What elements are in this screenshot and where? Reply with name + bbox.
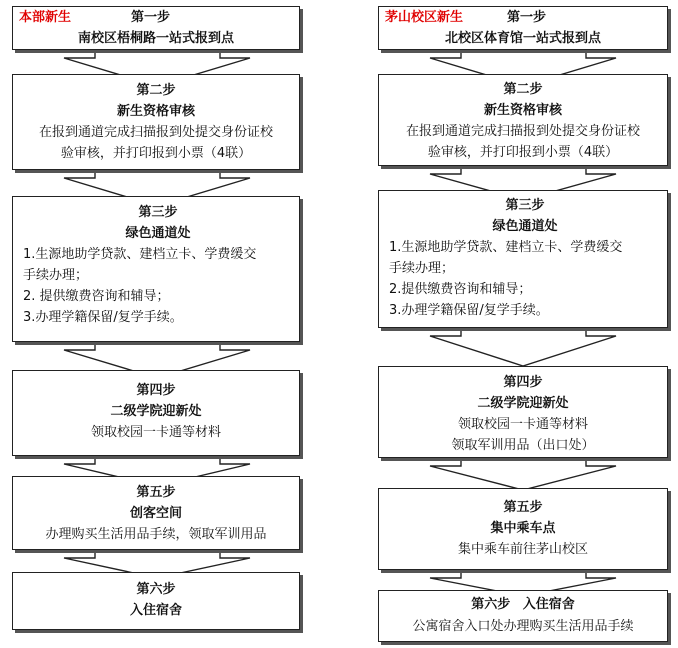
- left-step6-box: [12, 572, 300, 630]
- left-step3-item1a: 1.生源地助学贷款、建档立卡、学费缓交: [23, 247, 257, 262]
- left-step6-name: 入住宿舍: [129, 603, 182, 618]
- left-step4-title: 第四步: [136, 383, 176, 398]
- right-step3-item3: 3.办理学籍保留/复学手续。: [389, 303, 549, 318]
- left-step3-name: 绿色通道处: [125, 226, 191, 241]
- right-step4-name: 二级学院迎新处: [477, 396, 569, 411]
- right-step4-line1: 领取校园一卡通等材料: [457, 417, 588, 432]
- right-step3-title: 第三步: [505, 198, 545, 213]
- left-step2-title: 第二步: [136, 83, 176, 98]
- right-step3-item1b: 手续办理；: [389, 261, 455, 276]
- left-step2-line1: 在报到通道完成扫描报到处提交身份证校: [38, 125, 273, 140]
- left-step3-title: 第三步: [138, 205, 178, 220]
- right-step2-name: 新生资格审核: [483, 103, 562, 118]
- left-step6-title: 第六步: [136, 582, 176, 597]
- right-step5-title: 第五步: [503, 500, 543, 515]
- right-step6-line1: 公寓宿舍入口处办理购买生活用品手续: [412, 619, 634, 634]
- arrow-down: [430, 326, 616, 366]
- left-step4-name: 二级学院迎新处: [110, 404, 202, 419]
- left-step2-box: [12, 74, 300, 170]
- right-step1-place: 北校区体育馆一站式报到点: [444, 31, 601, 46]
- left-step1-box: [12, 6, 300, 50]
- left-step5-line1: 办理购买生活用品手续，领取军训用品: [45, 527, 267, 542]
- right-campus-label: 茅山校区新生: [385, 10, 464, 25]
- right-step4-title: 第四步: [503, 375, 543, 390]
- right-step2-title: 第二步: [503, 82, 543, 97]
- right-step5-line1: 集中乘车前往茅山校区: [457, 542, 588, 557]
- right-step3-item1a: 1.生源地助学贷款、建档立卡、学费缓交: [389, 240, 623, 255]
- left-step2-name: 新生资格审核: [116, 104, 195, 119]
- right-step2-box: [378, 74, 668, 166]
- left-step1-place: 南校区梧桐路一站式报到点: [77, 31, 234, 46]
- right-step6-header: [379, 594, 667, 616]
- right-step5-box: [378, 488, 668, 570]
- arrow-down: [430, 456, 616, 490]
- left-step4-line1: 领取校园一卡通等材料: [90, 425, 221, 440]
- left-step5-title: 第五步: [136, 485, 176, 500]
- left-step3-item2: 2. 提供缴费咨询和辅导；: [23, 289, 170, 304]
- left-step3-item1b: 手续办理；: [23, 268, 89, 283]
- right-step3-item2: 2.提供缴费咨询和辅导；: [389, 282, 532, 297]
- right-step1-title: 第一步: [507, 10, 547, 25]
- left-step5-box: [12, 476, 300, 550]
- left-step2-line2: 验审核，并打印报到小票（4联）: [60, 146, 252, 161]
- right-step6-name: 入住宿舍: [522, 597, 575, 612]
- left-step5-name: 创客空间: [129, 506, 182, 521]
- right-step3-box: [378, 190, 668, 328]
- left-campus-label: 本部新生: [19, 10, 72, 25]
- left-step1-title: 第一步: [131, 10, 171, 25]
- right-step2-line2: 验审核，并打印报到小票（4联）: [427, 145, 619, 160]
- right-step2-line1: 在报到通道完成扫描报到处提交身份证校: [405, 124, 640, 139]
- left-step3-box: [12, 196, 300, 342]
- right-step4-line2: 领取军训用品（出口处）: [451, 438, 595, 453]
- left-step3-item3: 3.办理学籍保留/复学手续。: [23, 310, 183, 325]
- right-step1-box: [378, 6, 668, 50]
- right-step6-box: [378, 590, 668, 642]
- right-step3-name: 绿色通道处: [492, 219, 558, 234]
- right-step5-name: 集中乘车点: [490, 521, 556, 536]
- right-step6-title: 第六步: [471, 597, 511, 612]
- left-step4-box: [12, 370, 300, 456]
- right-step4-box: [378, 366, 668, 458]
